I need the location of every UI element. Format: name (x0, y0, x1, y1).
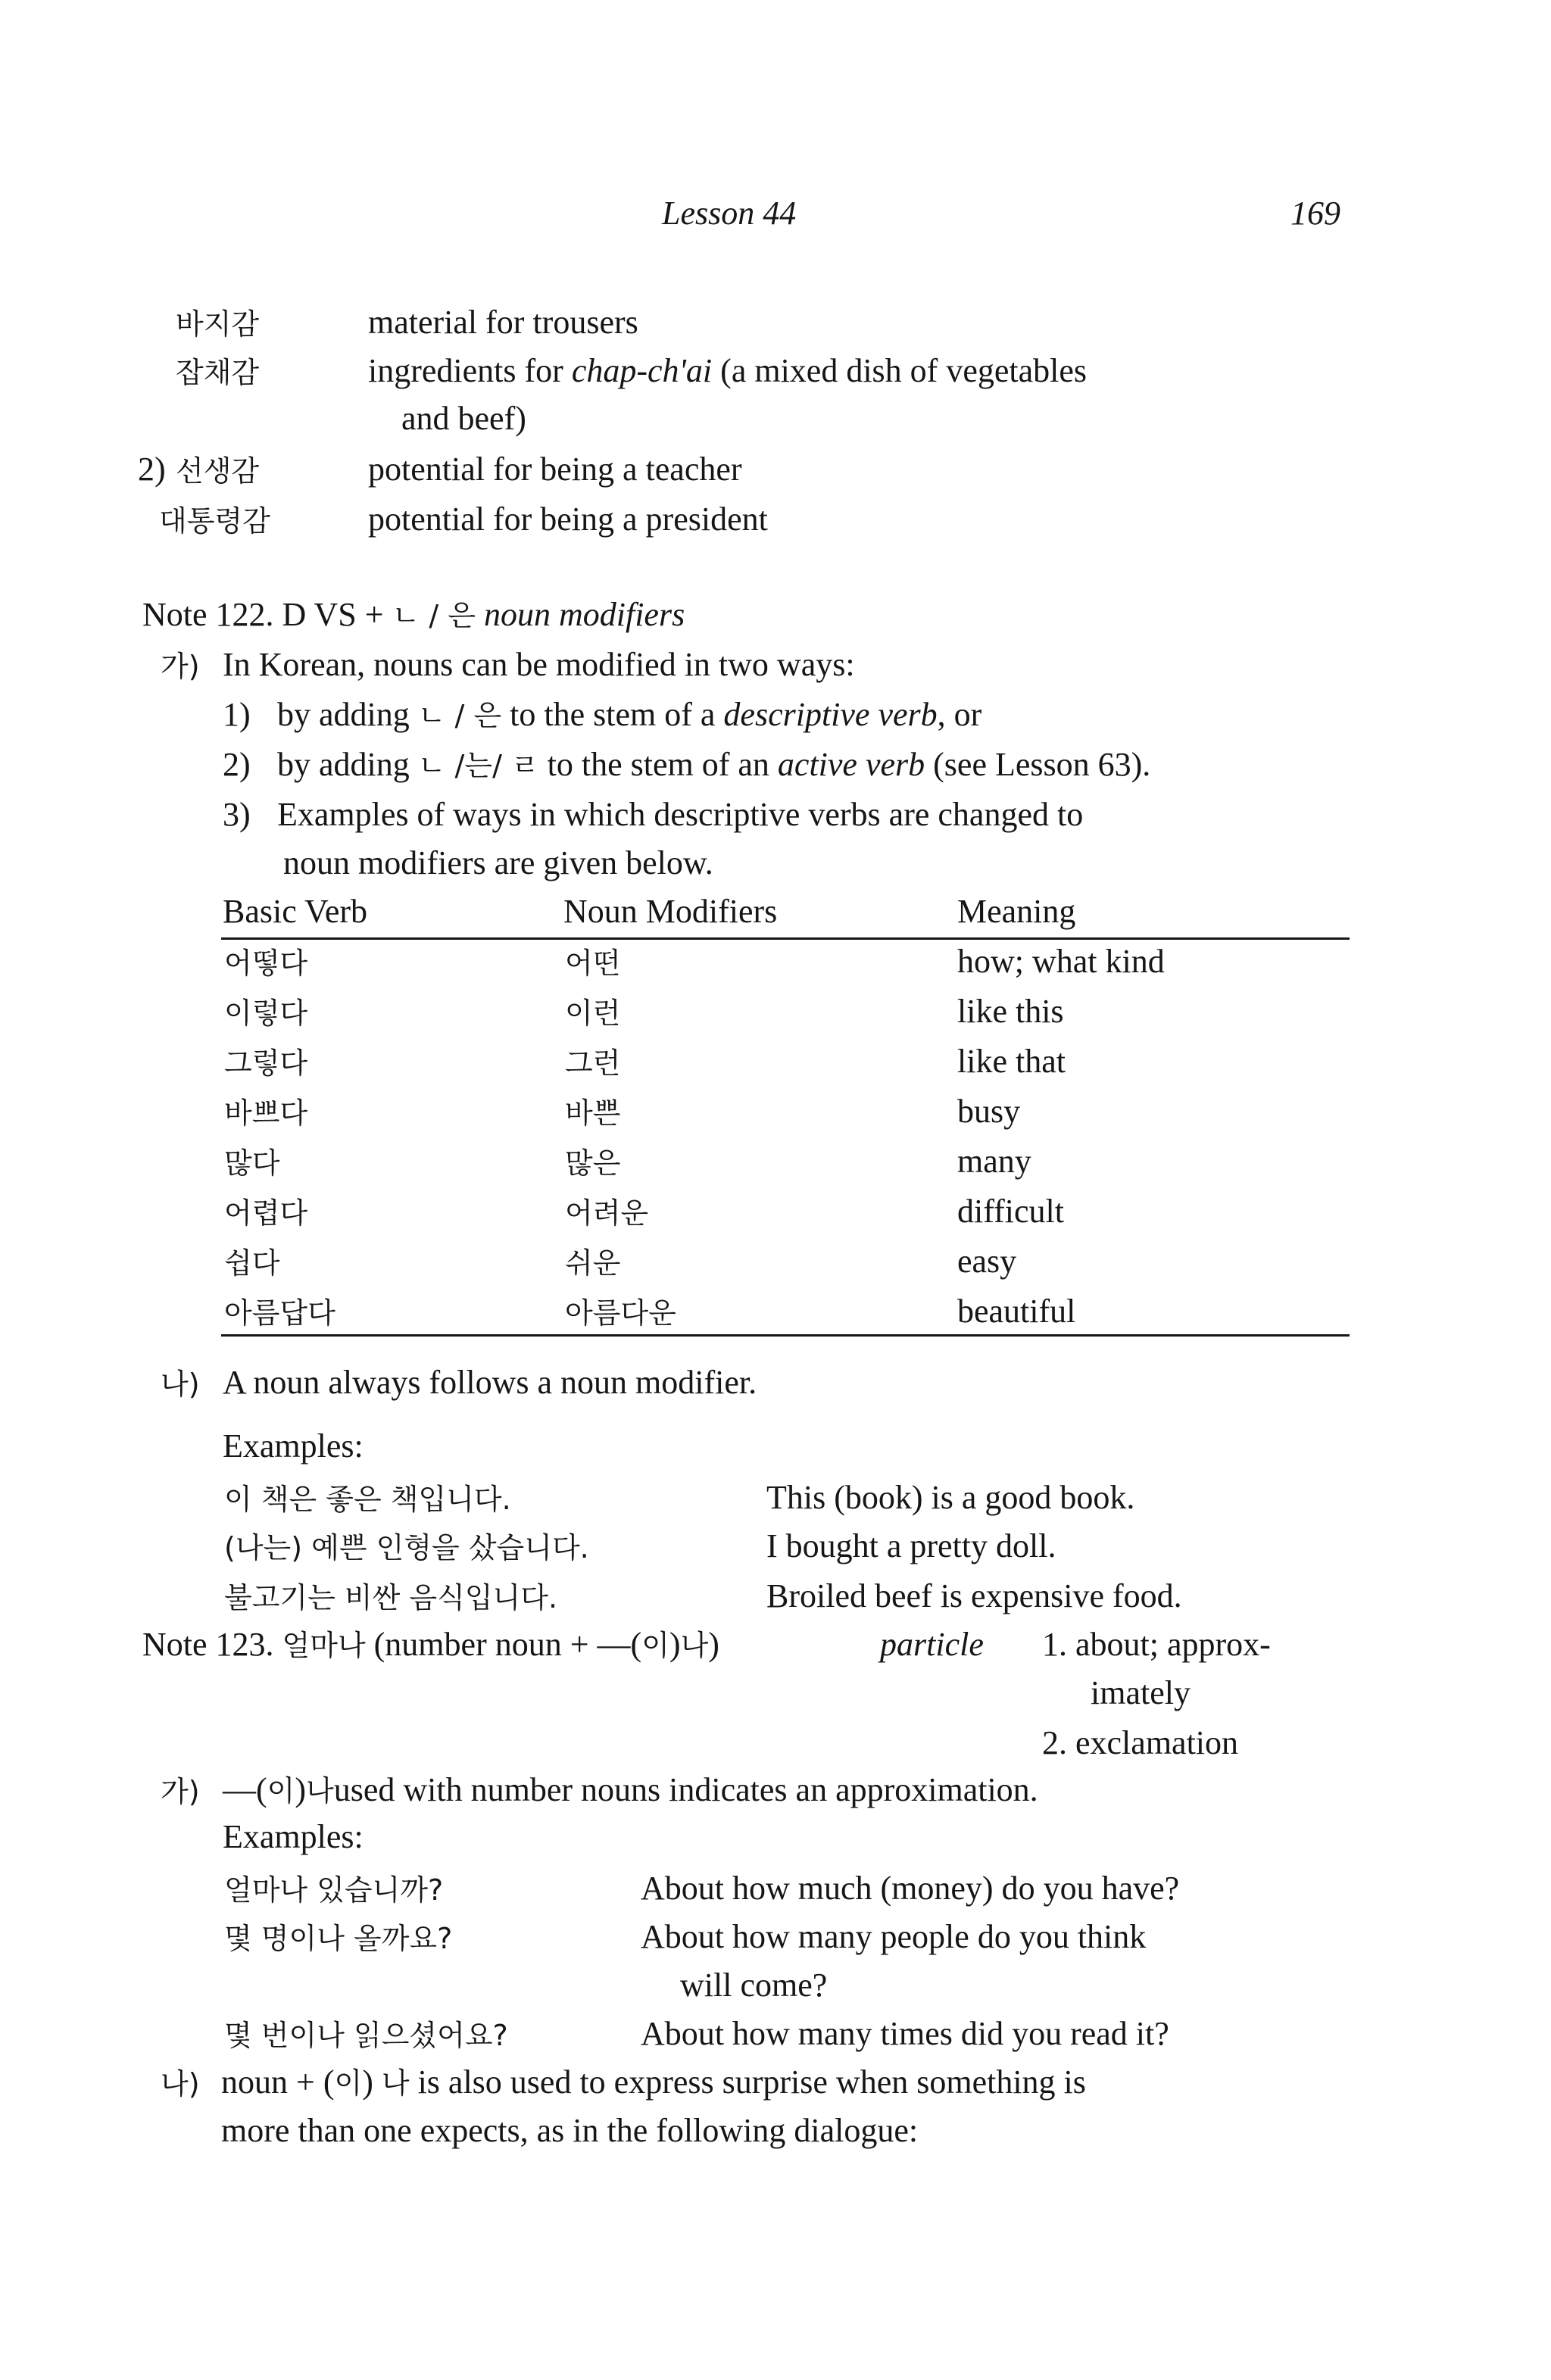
table-cell: 그렇다 (224, 1047, 308, 1080)
example-korean: 몇 번이나 읽으셨어요? (224, 2019, 508, 2052)
table-cell: 그런 (565, 1047, 621, 1080)
table-cell: busy (957, 1093, 1021, 1130)
table-cell: 많다 (224, 1146, 280, 1180)
section-marker: 가) (161, 650, 200, 683)
list-number: 2) (223, 746, 251, 783)
example-english: I bought a pretty doll. (766, 1527, 1056, 1564)
list-text: Examples of ways in which descriptive verbs are changed to (277, 796, 1084, 833)
table-cell: 쉬운 (565, 1246, 621, 1280)
table-bottom-rule (221, 1334, 1350, 1337)
table-header: Noun Modifiers (563, 893, 778, 930)
example-english: About how much (money) do you have? (641, 1870, 1180, 1907)
section-text: noun + (이) 나 is also used to express surprise when something is (221, 2063, 1086, 2101)
list-text: by adding ㄴ /는/ ㄹ to the stem of an active verb (see Lesson 63). (277, 746, 1151, 783)
vocab-english: material for trousers (368, 304, 638, 341)
example-korean: (나는) 예쁜 인형을 샀습니다. (224, 1531, 589, 1564)
list-number: 1) (223, 696, 251, 733)
example-english: This (book) is a good book. (766, 1479, 1135, 1516)
table-cell: 어떻다 (224, 947, 308, 980)
vocab-korean: 선생감 (176, 454, 260, 488)
list-text: by adding ㄴ / 은 to the stem of a descriptive verb, or (277, 696, 982, 733)
example-korean: 몇 명이나 올까요? (224, 1922, 453, 1955)
section-marker: 나) (161, 2067, 200, 2101)
sense-1: 1. about; approx- (1042, 1626, 1271, 1663)
example-korean: 불고기는 비싼 음식입니다. (224, 1581, 558, 1614)
table-top-rule (221, 937, 1350, 940)
table-cell: 바쁜 (565, 1096, 621, 1130)
table-cell: how; what kind (957, 943, 1165, 980)
vocab-korean: 대통령감 (159, 504, 270, 538)
table-cell: 어렵다 (224, 1196, 308, 1230)
note-heading: Note 122. D VS + ㄴ / 은 noun modifiers (142, 596, 685, 633)
table-cell: like that (957, 1043, 1066, 1080)
table-cell: 쉽다 (224, 1246, 280, 1280)
note-heading: Note 123. 얼마나 (number noun + —(이)나) (142, 1626, 719, 1663)
table-cell: 어떤 (565, 947, 621, 980)
vocab-english: potential for being a teacher (368, 451, 742, 488)
table-cell: many (957, 1143, 1031, 1180)
table-cell: 이런 (565, 997, 621, 1030)
section-text: A noun always follows a noun modifier. (223, 1364, 757, 1401)
table-cell: 아름다운 (565, 1296, 676, 1330)
section-marker: 나) (161, 1368, 200, 1401)
example-english: About how many times did you read it? (641, 2015, 1169, 2052)
vocab-english: potential for being a president (368, 501, 768, 538)
table-cell: 어려운 (565, 1196, 649, 1230)
section-text: more than one expects, as in the following dialogue: (221, 2112, 919, 2149)
vocab-korean: 바지감 (176, 307, 260, 341)
section-text: In Korean, nouns can be modified in two ways: (223, 646, 855, 683)
table-cell: easy (957, 1243, 1017, 1280)
example-english-cont: will come? (680, 1967, 828, 2004)
examples-label: Examples: (223, 1427, 364, 1464)
example-korean: 이 책은 좋은 책입니다. (224, 1483, 511, 1516)
vocab-english: ingredients for chap-ch'ai (a mixed dish of vegetables (368, 352, 1088, 389)
table-header: Meaning (957, 893, 1076, 930)
vocab-korean: 잡채감 (176, 356, 260, 389)
table-cell: 이렇다 (224, 997, 308, 1030)
table-header: Basic Verb (223, 893, 368, 930)
table-cell: beautiful (957, 1293, 1076, 1330)
page-number: 169 (1290, 195, 1340, 232)
note-heading-particle: particle (880, 1626, 984, 1663)
table-cell: 많은 (565, 1146, 621, 1180)
section-text: —(이)나used with number nouns indicates an approximation. (223, 1771, 1038, 1808)
example-korean: 얼마나 있습니까? (224, 1873, 444, 1907)
running-header: Lesson 44 (662, 195, 797, 232)
vocab-number: 2) (138, 451, 166, 488)
list-number: 3) (223, 796, 251, 833)
sense-2: 2. exclamation (1042, 1724, 1239, 1761)
vocab-english: and beef) (401, 400, 526, 437)
example-english: About how many people do you think (641, 1918, 1147, 1955)
sense-1-cont: imately (1091, 1674, 1191, 1711)
table-cell: like this (957, 993, 1064, 1030)
table-cell: difficult (957, 1193, 1064, 1230)
section-marker: 가) (161, 1775, 200, 1808)
table-cell: 바쁘다 (224, 1096, 308, 1130)
examples-label: Examples: (223, 1818, 364, 1855)
list-text: noun modifiers are given below. (283, 844, 713, 881)
example-english: Broiled beef is expensive food. (766, 1577, 1182, 1614)
table-cell: 아름답다 (224, 1296, 335, 1330)
